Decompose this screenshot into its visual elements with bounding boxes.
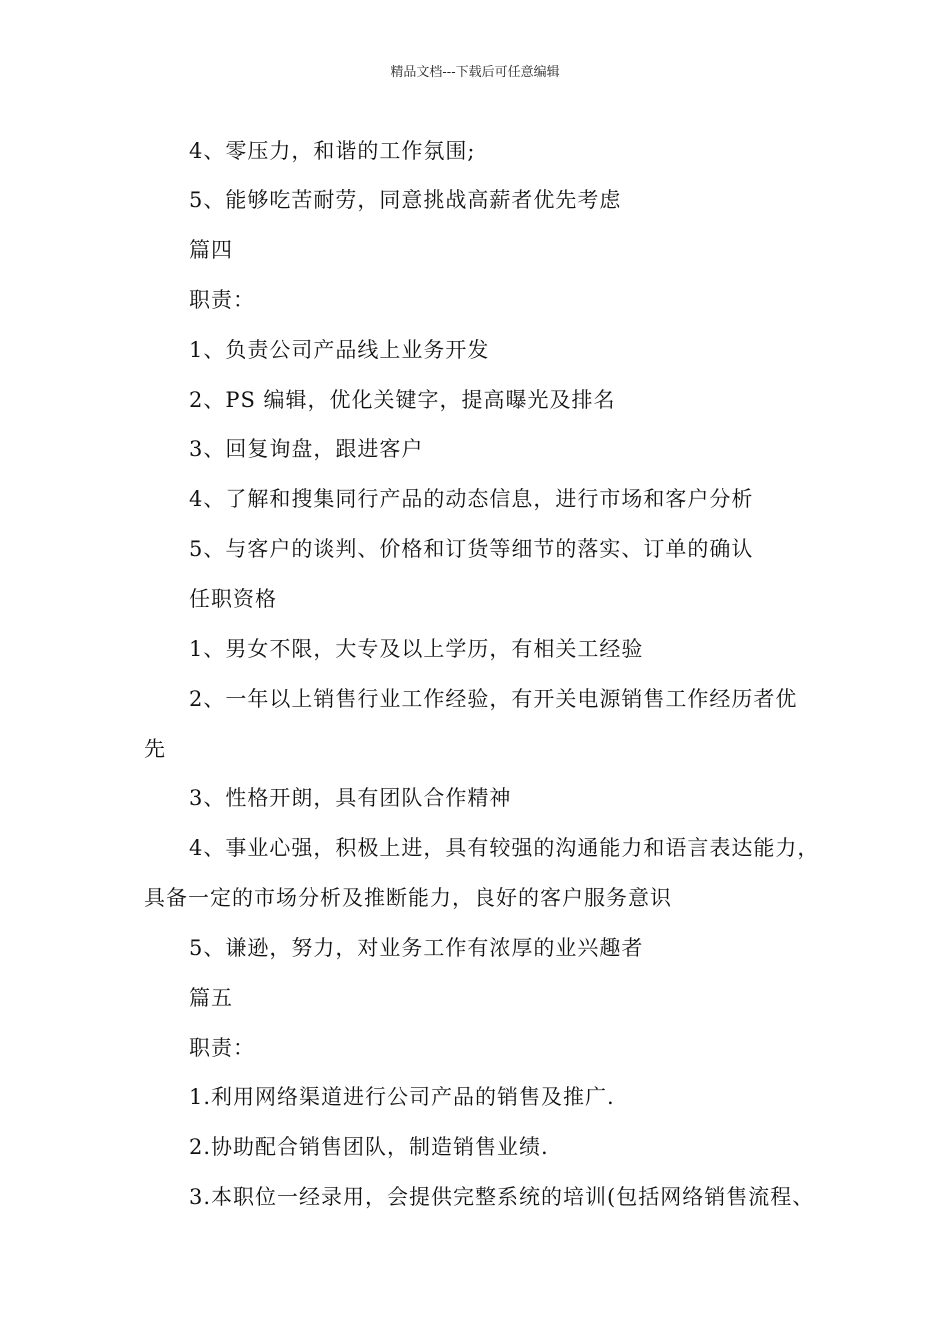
subheading: 职责： — [189, 288, 255, 312]
body-line-continuation: 先 — [144, 737, 166, 761]
body-line: 4、了解和搜集同行产品的动态信息，进行市场和客户分析 — [189, 487, 754, 511]
subheading: 职责： — [189, 1036, 255, 1060]
subheading: 任职资格 — [189, 587, 277, 611]
section-heading: 篇四 — [189, 238, 233, 262]
body-line: 1、负责公司产品线上业务开发 — [189, 338, 490, 362]
body-line: 5、谦逊，努力，对业务工作有浓厚的业兴趣者 — [189, 936, 644, 960]
body-line: 4、事业心强，积极上进，具有较强的沟通能力和语言表达能力， — [189, 836, 820, 860]
body-line: 1.利用网络渠道进行公司产品的销售及推广. — [189, 1085, 615, 1109]
body-line: 4、零压力，和谐的工作氛围; — [189, 139, 476, 163]
body-line: 5、与客户的谈判、价格和订货等细节的落实、订单的确认 — [189, 537, 754, 561]
body-line: 3、回复询盘，跟进客户 — [189, 437, 424, 461]
body-line: 2.协助配合销售团队，制造销售业绩. — [189, 1135, 549, 1159]
body-line: 1、男女不限，大专及以上学历，有相关工经验 — [189, 637, 644, 661]
body-line: 5、能够吃苦耐劳，同意挑战高薪者优先考虑 — [189, 188, 622, 212]
body-line-continuation: 具备一定的市场分析及推断能力，良好的客户服务意识 — [144, 886, 672, 910]
body-line: 2、PS 编辑，优化关键字，提高曝光及排名 — [189, 388, 616, 412]
section-heading: 篇五 — [189, 986, 233, 1010]
body-line: 2、一年以上销售行业工作经验，有开关电源销售工作经历者优 — [189, 687, 798, 711]
body-line: 3、性格开朗，具有团队合作精神 — [189, 786, 512, 810]
page-header: 精品文档---下载后可任意编辑 — [390, 65, 560, 80]
body-line: 3.本职位一经录用，会提供完整系统的培训(包括网络销售流程、 — [189, 1185, 815, 1209]
